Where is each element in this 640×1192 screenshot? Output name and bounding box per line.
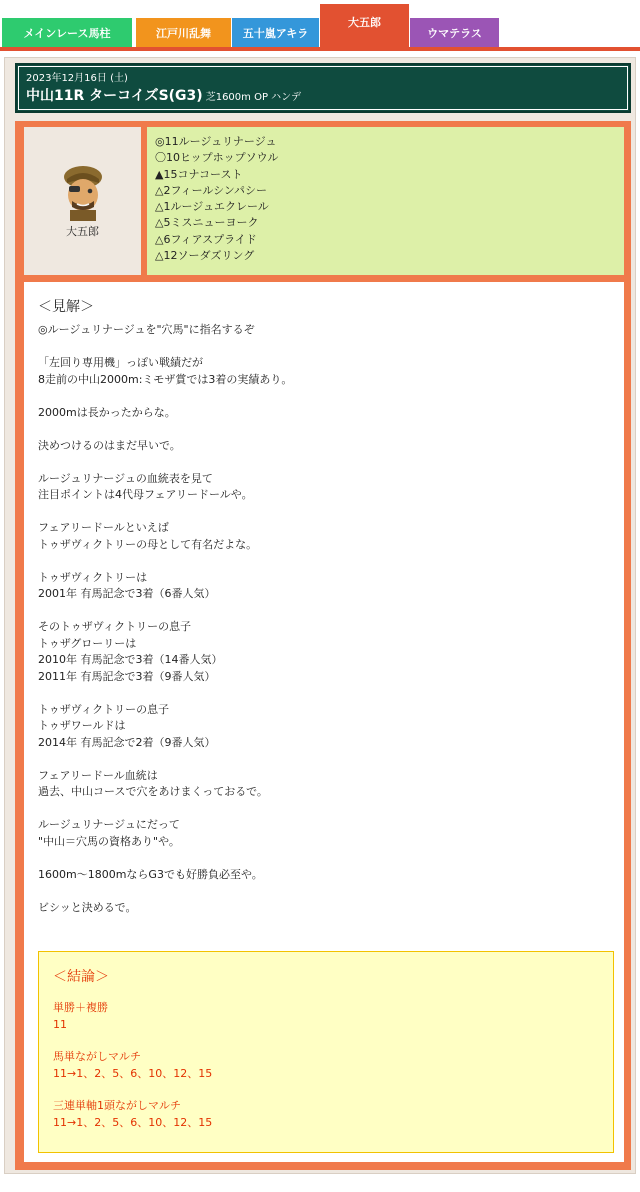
- prediction-container: [4, 57, 636, 1174]
- analysis-paragraph: [38, 570, 610, 603]
- bet-item: [53, 1049, 599, 1082]
- analysis-body: [38, 322, 610, 916]
- analysis-line: フェアリードールといえば: [38, 521, 169, 534]
- analysis-line: トゥザヴィクトリーは: [38, 570, 148, 584]
- analysis-paragraph: [38, 355, 610, 388]
- analysis-paragraph: [38, 438, 610, 455]
- analysis-line: トゥザヴィクトリーの母として有名だよな。: [38, 537, 258, 551]
- pick-renka: △2フィールシンパシー: [155, 183, 268, 197]
- bet-type-label: 馬単ながしマルチ: [53, 1050, 141, 1063]
- prediction-panel: [15, 121, 631, 1170]
- analysis-line: ルージュリナージュにだって: [38, 818, 180, 831]
- analysis-paragraph: [38, 520, 610, 553]
- bet-numbers: 11→1、2、5、6、10、12、15: [53, 1066, 213, 1080]
- analysis-line: 2011年 有馬記念で3着（9番人気）: [38, 669, 216, 683]
- tab-bar: [0, 0, 640, 47]
- analysis-line: 8走前の中山2000m:ミモザ賞では3着の実績あり。: [38, 372, 293, 386]
- race-title-line: [26, 86, 620, 108]
- conclusion-title: ＜結論＞: [53, 969, 109, 985]
- analysis-line: フェアリードール血統は: [38, 768, 158, 782]
- tab-main-race-chart[interactable]: メインレース馬柱: [2, 18, 132, 47]
- tab-underline: [0, 47, 640, 51]
- pick-tanana: ▲15コナコースト: [155, 167, 243, 181]
- analysis-line: 「左回り専用機」っぽい戦績だが: [38, 356, 203, 369]
- analysis-line: トゥザグローリーは: [38, 636, 137, 650]
- race-date: 2023年12月16日 (土): [26, 73, 128, 84]
- analysis-line: "中山＝穴馬の資格あり"や。: [38, 834, 180, 848]
- analysis-line: 2001年 有馬記念で3着（6番人気）: [38, 587, 216, 600]
- bet-type-label: 三連単軸1頭ながしマルチ: [53, 1099, 181, 1112]
- analysis-paragraph: [38, 900, 610, 917]
- analysis-paragraph: [38, 768, 610, 801]
- analysis-line: 2014年 有馬記念で2着（9番人気）: [38, 735, 216, 749]
- analysis-paragraph: [38, 619, 610, 685]
- analysis-line: トゥザワールドは: [38, 719, 126, 732]
- analysis-paragraph: [38, 817, 610, 850]
- pick-renka: △1ルージュエクレール: [155, 200, 269, 214]
- analysis-paragraph: [38, 405, 610, 422]
- analysis-line: 2000mは長かったからな。: [38, 405, 176, 419]
- race-condition: 芝1600m OP ハンデ: [205, 92, 302, 103]
- analysis-paragraph: [38, 867, 610, 884]
- tab-edogawa-ranbu[interactable]: 江戸川乱舞: [136, 18, 231, 47]
- analysis-paragraph: [38, 471, 610, 504]
- analysis-line: 注目ポイントは4代母フェアリードールや。: [38, 488, 253, 501]
- pick-honmei: ◎11ルージュリナージュ: [155, 135, 277, 148]
- tab-daigoro[interactable]: 大五郎: [320, 4, 409, 47]
- bet-type-label: 単勝＋複勝: [53, 1001, 108, 1014]
- bet-item: [53, 1000, 599, 1033]
- pick-renka: △6フィアスプライド: [155, 232, 257, 246]
- conclusion-box: [38, 951, 614, 1153]
- analysis-line: ビシッと決めるで。: [38, 900, 137, 914]
- analysis-line: ◎ルージュリナージュを"穴馬"に指名するぞ: [38, 323, 255, 336]
- analysis-line: 決めつけるのはまだ早いで。: [38, 438, 181, 452]
- analysis-line: トゥザヴィクトリーの息子: [38, 702, 170, 716]
- pick-taikou: 〇10ヒップホップソウル: [155, 151, 279, 165]
- analysis-line: ルージュリナージュの血統表を見て: [38, 471, 213, 485]
- predictor-card: [24, 127, 141, 275]
- predictor-name: 大五郎: [66, 225, 99, 238]
- analysis-box: [24, 282, 624, 1162]
- bet-numbers: 11→1、2、5、6、10、12、15: [53, 1115, 213, 1129]
- bet-item: [53, 1098, 599, 1131]
- analysis-line: そのトゥザヴィクトリーの息子: [38, 620, 192, 633]
- analysis-line: 2010年 有馬記念で3着（14番人気）: [38, 653, 223, 666]
- pick-renka: △5ミスニューヨーク: [155, 216, 259, 230]
- bet-numbers: 11: [53, 1017, 67, 1031]
- man-with-hat-avatar-icon: [62, 163, 104, 221]
- tab-umaterasu[interactable]: ウマテラス: [410, 18, 499, 47]
- picks-box: [147, 127, 624, 275]
- analysis-title: ＜見解＞: [38, 299, 94, 315]
- tab-igarashi-akira[interactable]: 五十嵐アキラ: [232, 18, 319, 47]
- analysis-line: 1600m～1800mならG3でも好勝負必至や。: [38, 867, 263, 881]
- analysis-line: 過去、中山コースで穴をあけまくっておるで。: [38, 785, 268, 798]
- race-header: [15, 63, 631, 113]
- pick-renka: △12ソーダズリング: [155, 249, 255, 263]
- analysis-paragraph: [38, 702, 610, 752]
- analysis-paragraph: [38, 322, 610, 339]
- race-title: 中山11R ターコイズS(G3): [26, 88, 203, 104]
